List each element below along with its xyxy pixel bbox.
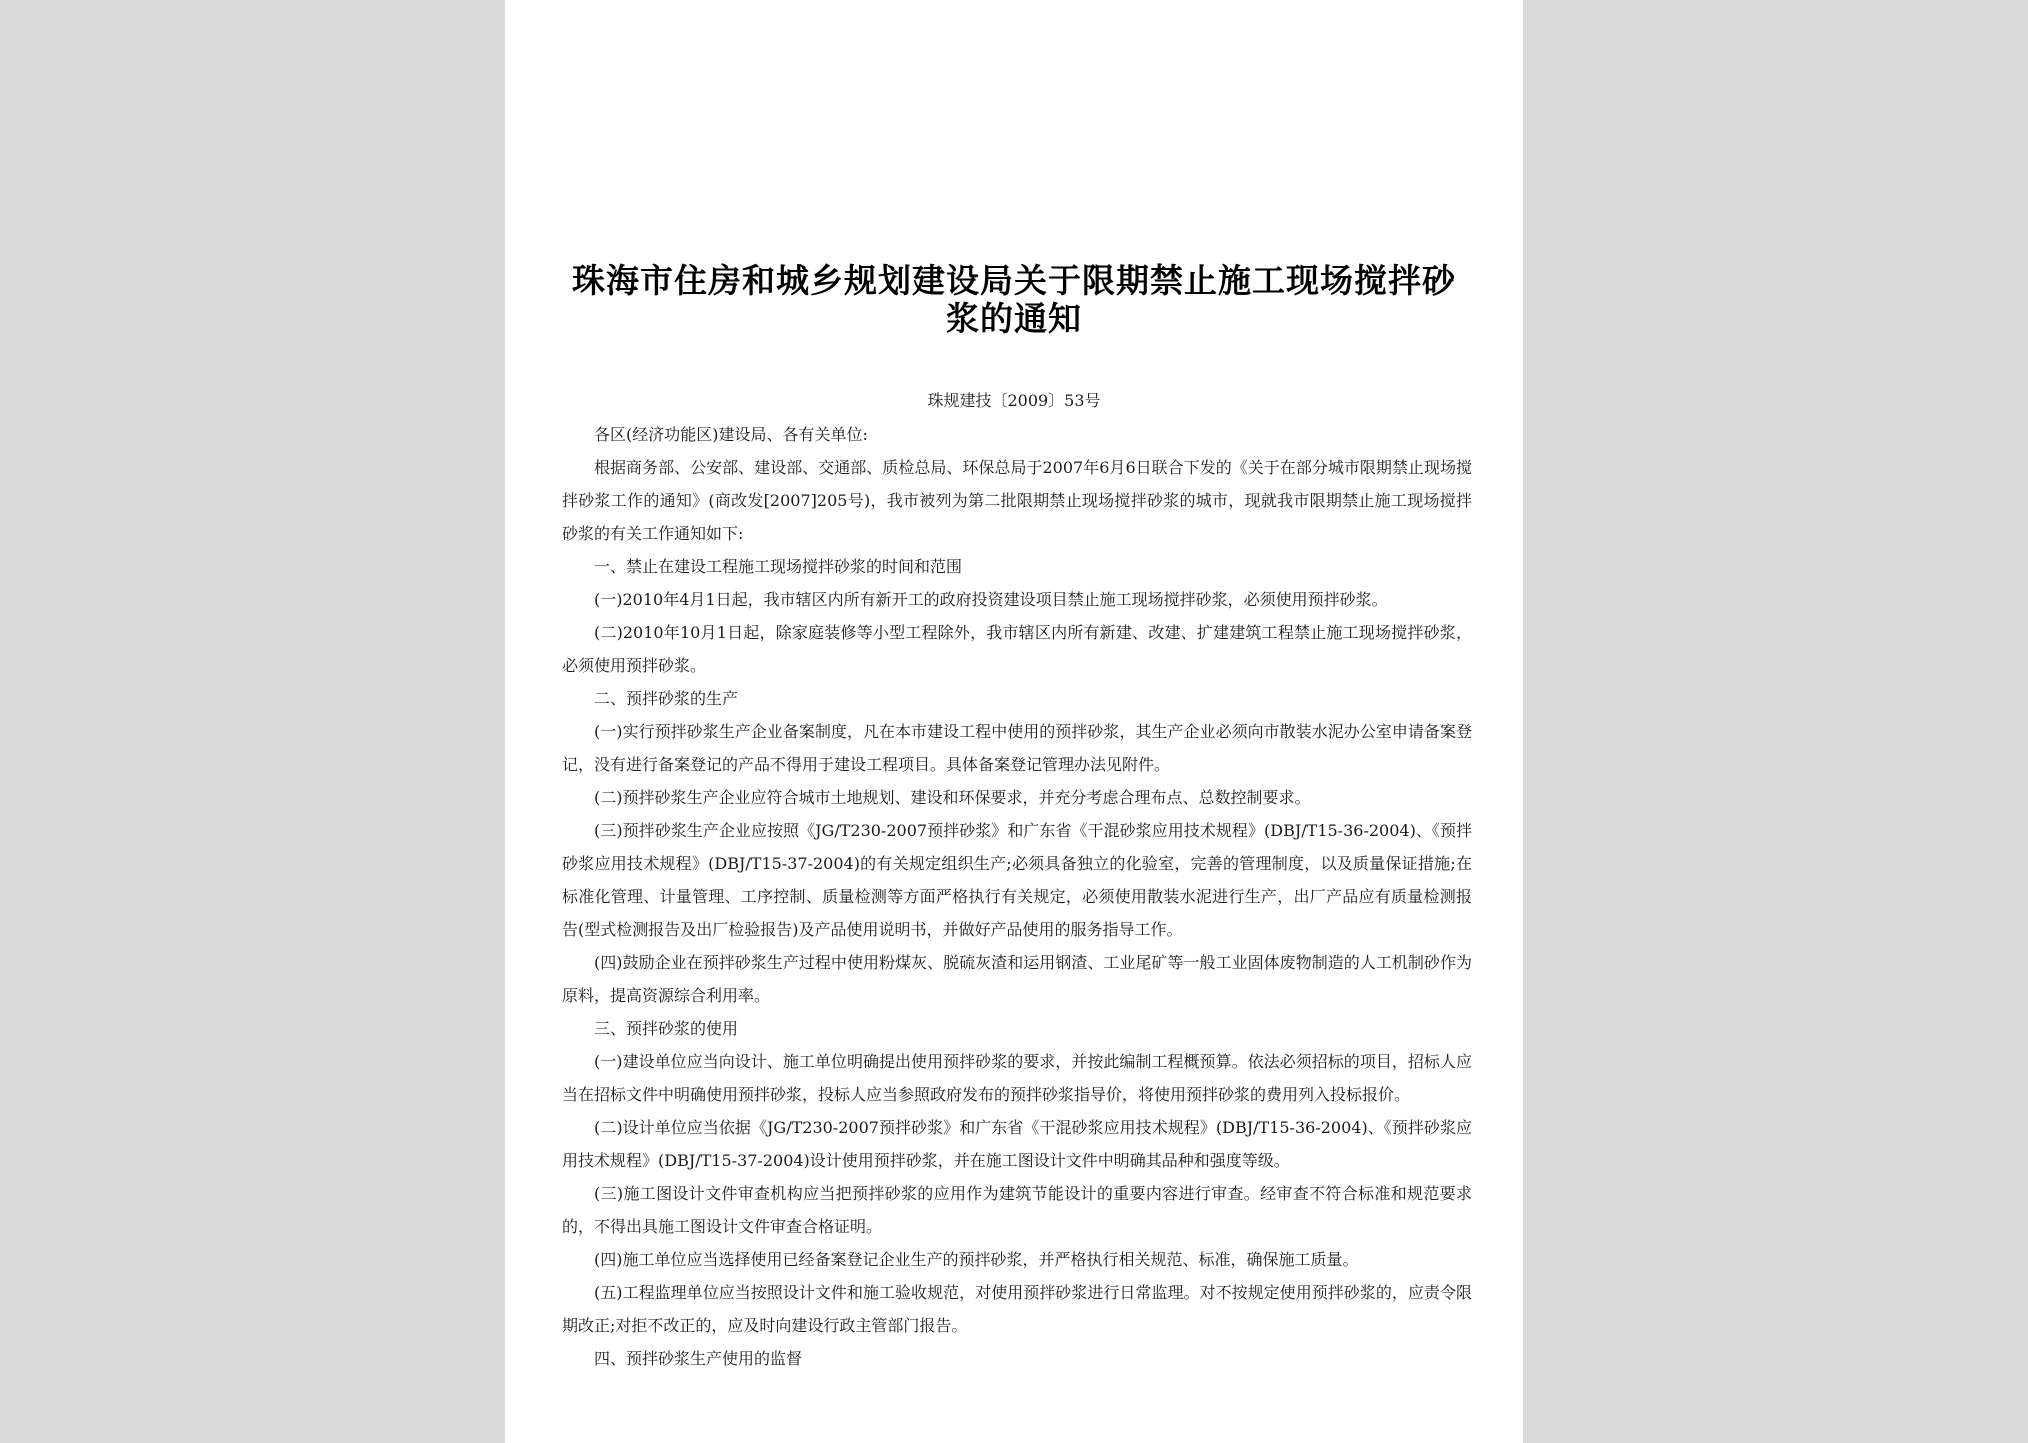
paragraph: (二)2010年10月1日起，除家庭装修等小型工程除外，我市辖区内所有新建、改建、扩建建筑工程禁止施工现场搅拌砂浆，必须使用预拌砂浆。 bbox=[562, 623, 1472, 675]
paragraph: 根据商务部、公安部、建设部、交通部、质检总局、环保总局于2007年6月6日联合下发的《关于在部分城市限期禁止现场搅拌砂浆工作的通知》(商改发[2007]205号)，我市被列为第二批限期禁止现场搅拌砂浆的城市，现就我市限期禁止施工现场搅拌砂浆的有关工作通知如下: bbox=[562, 458, 1472, 543]
section-heading: 一、禁止在建设工程施工现场搅拌砂浆的时间和范围 bbox=[594, 557, 963, 576]
paragraph: (三)预拌砂浆生产企业应按照《JG/T230-2007预拌砂浆》和广东省《干混砂浆应用技术规程》(DBJ/T15-36-2004)、《预拌砂浆应用技术规程》(DBJ/T15-37-2004)的有关规定组织生产;必须具备独立的化验室，完善的管理制度，以及质量保证措施;在标准化管理、计量管理、工序控制、质量检测等方面严格执行有关规定，必须使用散装水泥进行生产，出厂产品应有质量检测报告(型式检测报告及出厂检验报告)及产品使用说明书，并做好产品使用的服务指导工作。 bbox=[562, 821, 1472, 939]
paragraph: (四)鼓励企业在预拌砂浆生产过程中使用粉煤灰、脱硫灰渣和运用钢渣、工业尾矿等一般工业固体废物制造的人工机制砂作为原料，提高资源综合利用率。 bbox=[562, 953, 1472, 1005]
document-title: 珠海市住房和城乡规划建设局关于限期禁止施工现场搅拌砂浆的通知 bbox=[572, 261, 1456, 338]
section-heading: 四、预拌砂浆生产使用的监督 bbox=[594, 1349, 803, 1368]
paragraph: (三)施工图设计文件审查机构应当把预拌砂浆的应用作为建筑节能设计的重要内容进行审查。经审查不符合标准和规范要求的，不得出具施工图设计文件审查合格证明。 bbox=[562, 1184, 1472, 1236]
document-page bbox=[505, 0, 1523, 1443]
paragraph-salutation: 各区(经济功能区)建设局、各有关单位: bbox=[594, 425, 868, 444]
document-body bbox=[562, 418, 1472, 1375]
paragraph: (四)施工单位应当选择使用已经备案登记企业生产的预拌砂浆，并严格执行相关规范、标准，确保施工质量。 bbox=[594, 1250, 1359, 1269]
paragraph: (一)实行预拌砂浆生产企业备案制度，凡在本市建设工程中使用的预拌砂浆，其生产企业必须向市散装水泥办公室申请备案登记，没有进行备案登记的产品不得用于建设工程项目。具体备案登记管理办法见附件。 bbox=[562, 722, 1472, 774]
paragraph: (一)2010年4月1日起，我市辖区内所有新开工的政府投资建设项目禁止施工现场搅拌砂浆，必须使用预拌砂浆。 bbox=[594, 590, 1388, 609]
section-heading: 二、预拌砂浆的生产 bbox=[594, 689, 739, 708]
paragraph: (二)预拌砂浆生产企业应符合城市土地规划、建设和环保要求，并充分考虑合理布点、总数控制要求。 bbox=[594, 788, 1311, 807]
document-number: 珠规建技〔2009〕53号 bbox=[927, 391, 1101, 410]
paragraph: (五)工程监理单位应当按照设计文件和施工验收规范，对使用预拌砂浆进行日常监理。对不按规定使用预拌砂浆的，应责令限期改正;对拒不改正的，应及时向建设行政主管部门报告。 bbox=[562, 1283, 1472, 1335]
section-heading: 三、预拌砂浆的使用 bbox=[594, 1019, 739, 1038]
paragraph: (二)设计单位应当依据《JG/T230-2007预拌砂浆》和广东省《干混砂浆应用技术规程》(DBJ/T15-36-2004)、《预拌砂浆应用技术规程》(DBJ/T15-37-2004)设计使用预拌砂浆，并在施工图设计文件中明确其品种和强度等级。 bbox=[562, 1118, 1472, 1170]
paragraph: (一)建设单位应当向设计、施工单位明确提出使用预拌砂浆的要求，并按此编制工程概预算。依法必须招标的项目，招标人应当在招标文件中明确使用预拌砂浆，投标人应当参照政府发布的预拌砂浆指导价，将使用预拌砂浆的费用列入投标报价。 bbox=[562, 1052, 1472, 1104]
